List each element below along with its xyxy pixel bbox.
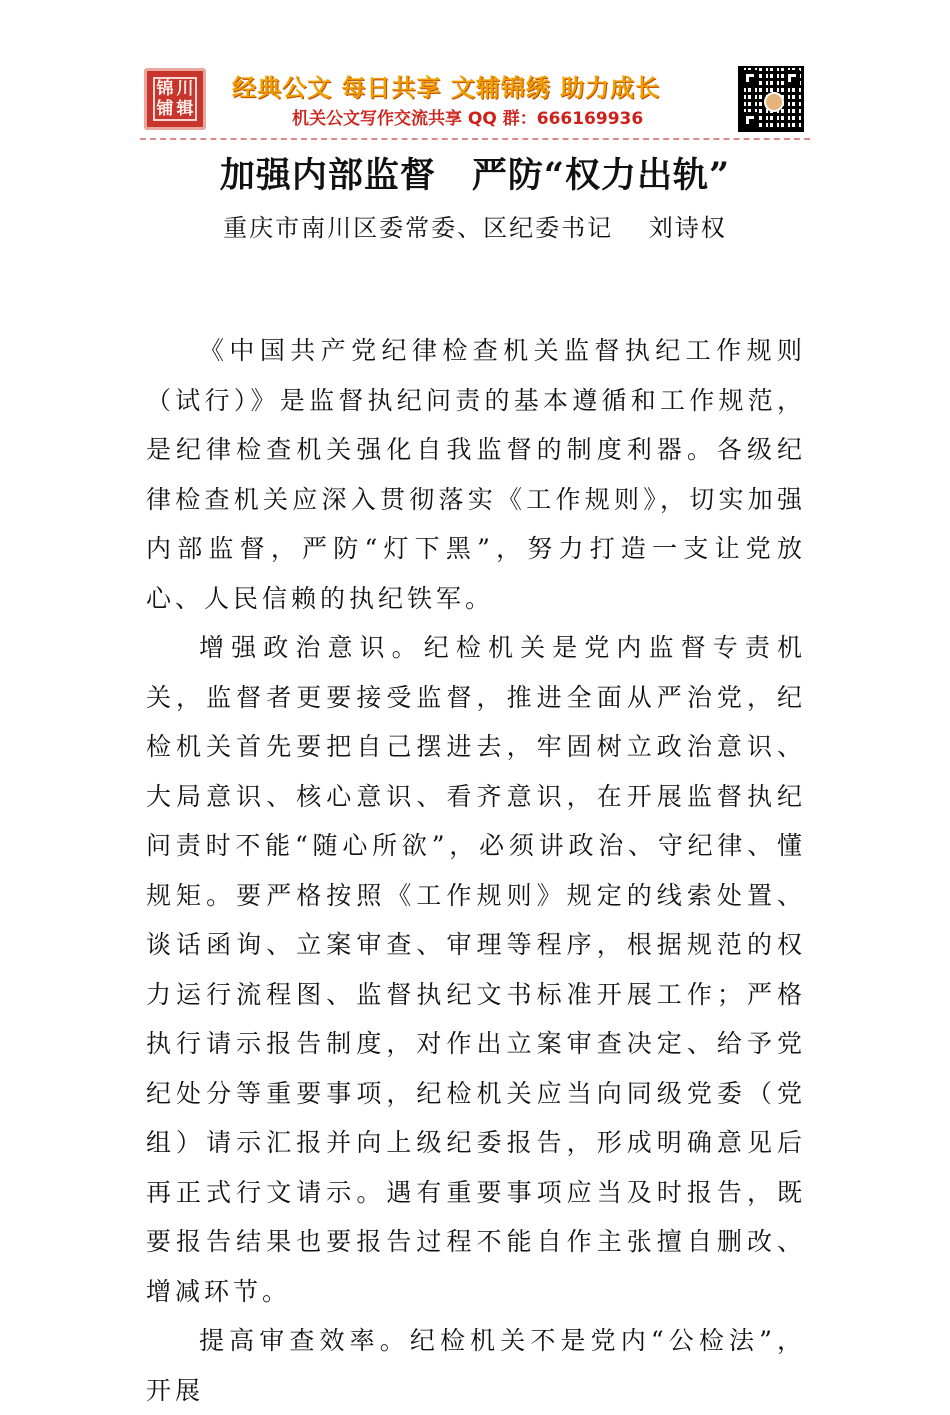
qr-finder-icon bbox=[742, 70, 758, 86]
seal-logo bbox=[144, 68, 206, 130]
body-paragraph: 提高审查效率。纪检机关不是党内“公检法”，开展 bbox=[146, 1326, 806, 1405]
header-group-line: 机关公文写作交流共享 QQ 群：666169936 bbox=[292, 109, 644, 129]
header-divider bbox=[140, 138, 810, 140]
body-paragraph: 《中国共产党纪律检查机关监督执纪工作规则（试行）》是监督执纪问责的基本遵循和工作规范，是纪律检查机关强化自我监督的制度利器。各级纪律检查机关应深入贯彻落实《工作规则》，切实加强内部监督，严防“灯下黑”，努力打造一支让党放心、人民信赖的执纪铁军。 bbox=[146, 336, 806, 613]
seal-char: 锦 bbox=[156, 78, 174, 99]
document-author: 重庆市南川区委常委、区纪委书记 刘诗权 bbox=[223, 214, 727, 242]
qr-avatar-icon bbox=[764, 92, 784, 112]
qr-finder-icon bbox=[784, 70, 800, 86]
qr-finder-icon bbox=[742, 112, 758, 128]
document-title: 加强内部监督 严防“权力出轨” bbox=[219, 155, 731, 196]
document-body bbox=[146, 326, 806, 1415]
seal-char: 川 bbox=[176, 78, 194, 99]
qr-code-icon bbox=[738, 66, 804, 132]
body-paragraph: 增强政治意识。纪检机关是党内监督专责机关，监督者更要接受监督，推进全面从严治党，纪检机关首先要把自己摆进去，牢固树立政治意识、大局意识、核心意识、看齐意识，在开展监督执纪问责时不能“随心所欲”，必须讲政治、守纪律、懂规矩。要严格按照《工作规则》规定的线索处置、谈话函询、立案审查、审理等程序，根据规范的权力运行流程图、监督执纪文书标准开展工作；严格执行请示报告制度，对作出立案审查决定、给予党纪处分等重要事项，纪检机关应当向同级党委（党组）请示汇报并向上级纪委报告，形成明确意见后再正式行文请示。遇有重要事项应当及时报告，既要报告结果也要报告过程不能自作主张擅自删改、增减环节。 bbox=[146, 633, 806, 1306]
header-banner bbox=[140, 64, 810, 136]
header-slogan: 经典公文 每日共享 文辅锦绣 助力成长 bbox=[232, 74, 661, 102]
seal-char: 辑 bbox=[176, 98, 194, 119]
seal-char: 铺 bbox=[156, 98, 174, 119]
